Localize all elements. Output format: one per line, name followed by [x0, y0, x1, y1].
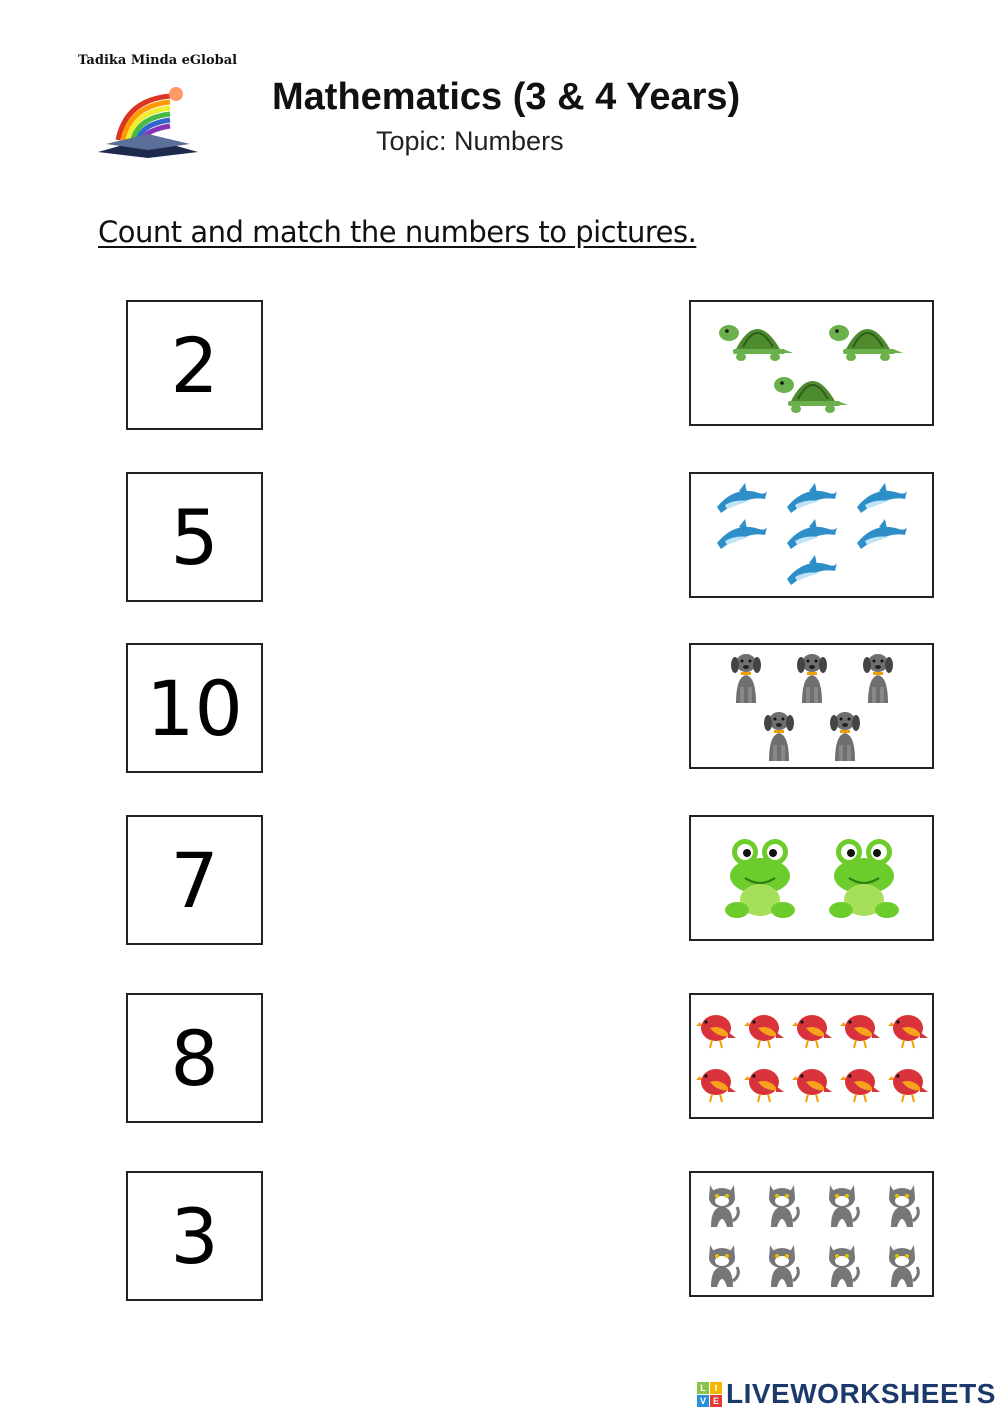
- badge-letter: I: [710, 1382, 722, 1394]
- bird-icon: [840, 1008, 880, 1050]
- cat-icon: [703, 1241, 741, 1287]
- frog-icon: [829, 836, 899, 920]
- brand-name: LIVEWORKSHEETS: [726, 1378, 996, 1409]
- dog-icon: [827, 707, 863, 763]
- dog-icon: [794, 649, 830, 705]
- bird-icon: [792, 1062, 832, 1104]
- dolphin-icon: [785, 483, 839, 515]
- number-box[interactable]: 3: [126, 1171, 263, 1301]
- cat-icon: [763, 1241, 801, 1287]
- badge-letter: E: [710, 1395, 722, 1407]
- turtle-icon: [717, 311, 797, 363]
- bird-icon: [696, 1008, 736, 1050]
- number-box[interactable]: 7: [126, 815, 263, 945]
- cat-icon: [823, 1241, 861, 1287]
- cat-icon: [883, 1181, 921, 1227]
- picture-box-dogs[interactable]: [689, 643, 934, 769]
- rainbow-book-icon: [78, 72, 218, 160]
- school-logo-text: Tadika Minda eGlobal: [78, 53, 238, 68]
- instruction-text: Count and match the numbers to pictures.: [98, 215, 697, 249]
- number-box[interactable]: 8: [126, 993, 263, 1123]
- school-logo: [78, 52, 238, 160]
- dolphin-icon: [855, 483, 909, 515]
- picture-box-birds[interactable]: [689, 993, 934, 1119]
- frog-icon: [725, 836, 795, 920]
- liveworksheets-logo: [697, 1378, 996, 1410]
- bird-icon: [744, 1062, 784, 1104]
- dog-icon: [860, 649, 896, 705]
- picture-box-cats[interactable]: [689, 1171, 934, 1297]
- badge-letter: V: [697, 1395, 709, 1407]
- dog-icon: [761, 707, 797, 763]
- cat-icon: [823, 1181, 861, 1227]
- turtle-icon: [827, 311, 907, 363]
- cat-icon: [883, 1241, 921, 1287]
- badge-letter: L: [697, 1382, 709, 1394]
- bird-icon: [744, 1008, 784, 1050]
- number-box[interactable]: 2: [126, 300, 263, 430]
- dolphin-icon: [855, 519, 909, 551]
- bird-icon: [888, 1062, 928, 1104]
- picture-box-turtles[interactable]: [689, 300, 934, 426]
- dolphin-icon: [715, 483, 769, 515]
- cat-icon: [703, 1181, 741, 1227]
- bird-icon: [840, 1062, 880, 1104]
- dolphin-icon: [785, 519, 839, 551]
- worksheet-topic: Topic: Numbers: [376, 126, 564, 156]
- picture-box-frogs[interactable]: [689, 815, 934, 941]
- cat-icon: [763, 1181, 801, 1227]
- live-badge-icon: [697, 1382, 722, 1407]
- dolphin-icon: [715, 519, 769, 551]
- bird-icon: [792, 1008, 832, 1050]
- number-box[interactable]: 5: [126, 472, 263, 602]
- number-box[interactable]: 10: [126, 643, 263, 773]
- picture-box-dolphins[interactable]: [689, 472, 934, 598]
- dog-icon: [728, 649, 764, 705]
- worksheet-title: Mathematics (3 & 4 Years): [272, 76, 741, 118]
- bird-icon: [888, 1008, 928, 1050]
- bird-icon: [696, 1062, 736, 1104]
- dolphin-icon: [785, 555, 839, 587]
- turtle-icon: [772, 363, 852, 415]
